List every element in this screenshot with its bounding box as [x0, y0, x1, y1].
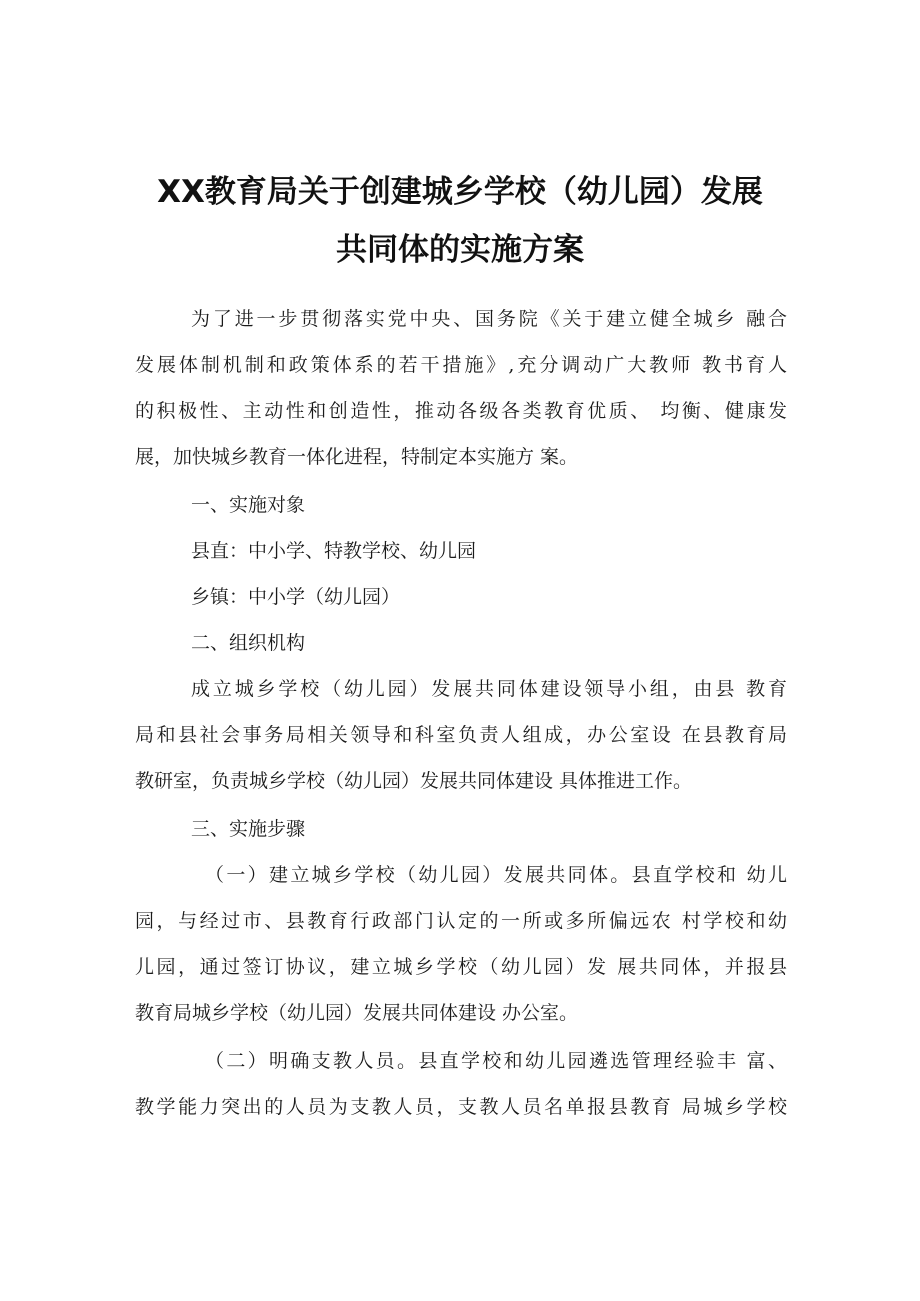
- paragraph-step-2: [135, 1038, 787, 1130]
- text-line: 教研室，负责城乡学校（幼儿园）发展共同体建设 具体推进工作。: [135, 770, 693, 792]
- text-line: 儿园，通过签订协议，建立城乡学校（幼儿园）发 展共同体，并报县: [135, 956, 787, 978]
- paragraph-township-targets: [135, 574, 787, 620]
- text-line: 为了进一步贯彻落实党中央、国务院《关于建立健全城乡 融合: [191, 308, 787, 330]
- text-line: （二）明确支教人员。县直学校和幼儿园遴选管理经验丰 富、: [205, 1050, 787, 1072]
- text-line: 乡镇：中小学（幼儿园）: [191, 586, 401, 608]
- text-line: 园，与经过市、县教育行政部门认定的一所或多所偏远农 村学校和幼: [135, 910, 787, 932]
- text-line: 的积极性、主动性和创造性，推动各级各类教育优质、 均衡、健康发: [135, 400, 787, 422]
- text-line: 教育局城乡学校（幼儿园）发展共同体建设 办公室。: [135, 1002, 579, 1024]
- section-heading-steps: [135, 806, 787, 852]
- text-line: 教学能力突出的人员为支教人员，支教人员名单报县教育 局城乡学校: [135, 1096, 787, 1118]
- text-line: 县直：中小学、特教学校、幼儿园: [191, 540, 477, 562]
- text-line: 一、实施对象: [191, 494, 306, 516]
- paragraph-organization: [135, 666, 787, 804]
- text-line: 发展体制机制和政策体系的若干措施》,充分调动广大教师 教书育人: [135, 354, 787, 376]
- text-line: 三、实施步骤: [191, 818, 306, 840]
- text-line: 成立城乡学校（幼儿园）发展共同体建设领导小组，由县 教育: [191, 678, 787, 700]
- section-heading-targets: [135, 482, 787, 528]
- section-heading-organization: [135, 620, 787, 666]
- document-title-line-1: XX教育局关于创建城乡学校（幼儿园）发展: [157, 174, 763, 210]
- text-line: 展，加快城乡教育一体化进程，特制定本实施方 案。: [135, 446, 579, 468]
- text-line: （一）建立城乡学校（幼儿园）发展共同体。县直学校和 幼儿: [205, 864, 787, 886]
- paragraph-step-1: [135, 852, 787, 1036]
- document-title-line-2: 共同体的实施方案: [336, 232, 584, 268]
- text-line: 二、组织机构: [191, 632, 306, 654]
- paragraph-county-targets: [135, 528, 787, 574]
- text-line: 局和县社会事务局相关领导和科室负责人组成，办公室设 在县教育局: [135, 724, 787, 746]
- paragraph-preamble: [135, 296, 787, 480]
